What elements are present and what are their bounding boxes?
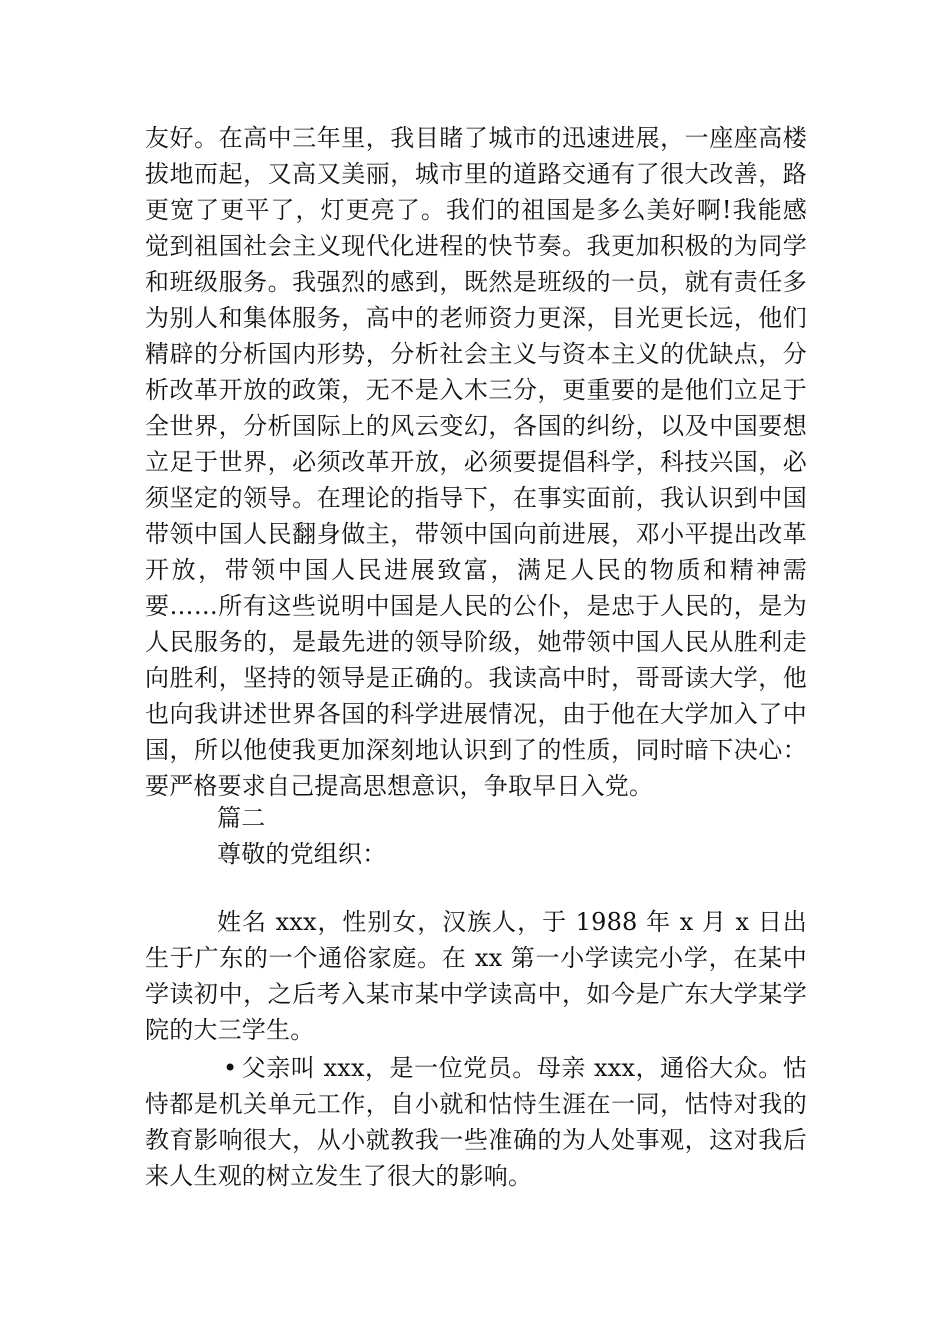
body-paragraph-1: 友好。在高中三年里，我目睹了城市的迅速进展，一座座高楼拔地而起，又高又美丽，城市里的道路交通有了很大改善，路更宽了更平了，灯更亮了。我们的祖国是多么美好啊!我能感觉到祖国社会主义现代化进程的快节奏。我更加积极的为同学和班级服务。我强烈的感到，既然是班级的一员，就有责任多为别人和集体服务，高中的老师资力更深，目光更长远，他们精辟的分析国内形势，分析社会主义与资本主义的优缺点，分析改革开放的政策，无不是入木三分，更重要的是他们立足于全世界，分析国际上的风云变幻，各国的纠纷，以及中国要想立足于世界，必须改革开放，必须要提倡科学，科技兴国，必须坚定的领导。在理论的指导下，在事实面前，我认识到中国带领中国人民翻身做主，带领中国向前进展，邓小平提出改革开放，带领中国人民进展致富，满足人民的物质和精神需要……所有这些说明中国是人民的公仆，是忠于人民的，是为人民服务的，是最先进的领导阶级，她带领中国人民从胜利走向胜利，坚持的领导是正确的。我读高中时，哥哥读大学，他也向我讲述世界各国的科学进展情况，由于他在大学加入了中国，所以他使我更加深刻地认识到了的性质，同时暗下决心：要严格要求自己提高思想意识，争取早日入党。: [145, 124, 807, 800]
salutation: 尊敬的党组织：: [217, 840, 387, 868]
bullet-marker: •: [223, 1054, 238, 1082]
body-paragraph-3-text: 父亲叫 xxx，是一位党员。母亲 xxx，通俗大众。怙恃都是机关单元工作，自小就和怙恃生涯在一同，怙恃对我的教育影响很大，从小就教我一些准确的为人处事观，这对我后来人生观的树立发生了很大的影响。: [145, 1054, 807, 1190]
body-paragraph-3: [145, 1050, 807, 1194]
section-heading: 篇二: [217, 804, 266, 832]
body-paragraph-2: 姓名 xxx，性别女，汉族人，于 1988 年 x 月 x 日出生于广东的一个通俗家庭。在 xx 第一小学读完小学，在某中学读初中，之后考入某市某中学读高中，如今是广东大学某学院的大三学生。: [145, 908, 807, 1044]
